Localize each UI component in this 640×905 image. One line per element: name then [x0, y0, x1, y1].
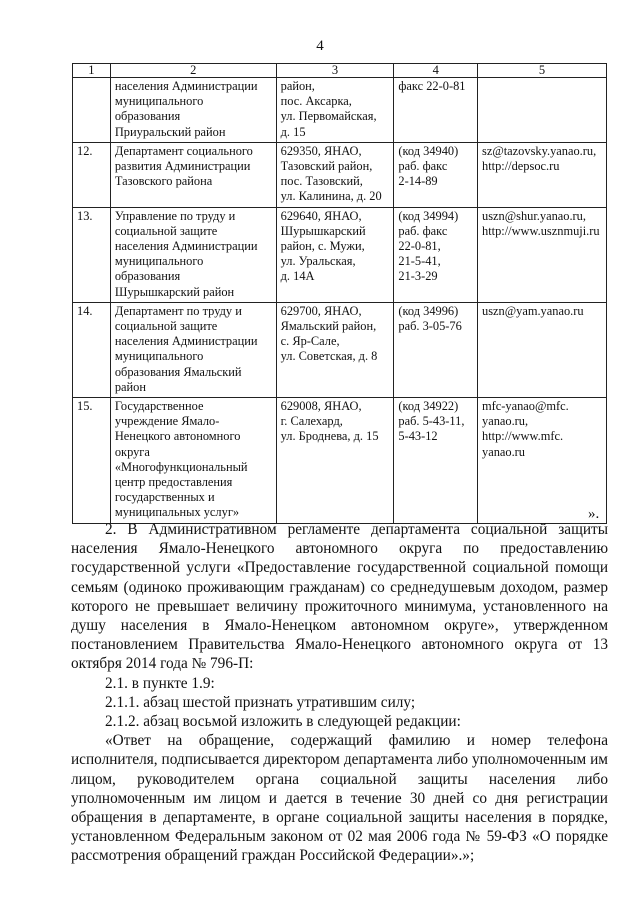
paragraph: 2.1.2. абзац восьмой изложить в следующей редакции:: [105, 713, 461, 731]
organization-name: Управление по труду и социальной защите населения Администрации муниципального образования Шурышкарский район: [110, 207, 276, 302]
organization-name: Департамент социального развития Администрации Тазовского района: [110, 142, 276, 207]
organization-name: населения Администрации муниципального образования Приуральский район: [110, 78, 276, 143]
table-row: [73, 398, 607, 524]
organizations-table: [72, 63, 607, 524]
organization-phone: (код 34996) раб. 3-05-76: [394, 302, 478, 397]
row-number: 15.: [73, 398, 111, 524]
paragraph: 2. В Административном регламенте департамента социальной защиты населения Ямало-Ненецкого автономного округа по предоставлению государственной услуги «Предоставление государственной социальной помощи семьям (одиноко проживающим гражданам) со среднедушевым доходом, размер которого не превышает величину прожиточного минимума, установленного на душу населения в Ямало-Ненецком автономном округе», утвержденном постановлением Правительства Ямало-Ненецкого автономного округа от 13 октября 2014 года № 796-П:: [71, 521, 608, 673]
row-number: 12.: [73, 142, 111, 207]
organization-address: 629700, ЯНАО, Ямальский район, с. Яр-Сале, ул. Советская, д. 8: [276, 302, 394, 397]
column-header: 4: [394, 64, 478, 78]
organization-phone: (код 34994) раб. факс 22-0-81, 21-5-41, 21-3-29: [394, 207, 478, 302]
paragraph: «Ответ на обращение, содержащий фамилию и номер телефона исполнителя, подписывается директором департамента либо уполномоченным им лицом, руководителем органа социальной защиты населения либо уполномоченным им лицом и дается в течение 30 дней со дня регистрации обращения в департаменте, в органе социальной защиты населения в порядке, установленном Федеральным законом от 02 мая 2006 года № 59-ФЗ «О порядке рассмотрения обращений граждан Российской Федерации».»;: [71, 732, 608, 865]
organization-contacts: sz@tazovsky.yanao.ru, http://depsoc.ru: [478, 142, 607, 207]
organization-contacts: [478, 78, 607, 143]
column-header: 5: [478, 64, 607, 78]
paragraph: 2.1. в пункте 1.9:: [105, 674, 215, 692]
organization-phone: (код 34940) раб. факс 2-14-89: [394, 142, 478, 207]
row-number: [73, 78, 111, 143]
table-header-row: [73, 64, 607, 78]
amendment-text: [71, 520, 608, 866]
table-row: [73, 207, 607, 302]
quote-end-mark: ».: [588, 506, 600, 522]
row-number: 14.: [73, 302, 111, 397]
table-row: [73, 142, 607, 207]
organization-name: Государственное учреждение Ямало- Ненецкого автономного округа «Многофункциональный центр предоставления государственных и муниципальных услуг»: [110, 398, 276, 524]
organization-contacts: mfc-yanao@mfc. yanao.ru, http://www.mfc. yanao.ru: [478, 398, 607, 524]
organization-contacts: uszn@shur.yanao.ru, http://www.usznmuji.ru: [478, 207, 607, 302]
column-header: 1: [73, 64, 111, 78]
organization-address: 629640, ЯНАО, Шурышкарский район, с. Мужи, ул. Уральская, д. 14А: [276, 207, 394, 302]
page-number: 4: [316, 38, 324, 54]
organization-name: Департамент по труду и социальной защите населения Администрации муниципального образования Ямальский район: [110, 302, 276, 397]
organization-phone: (код 34922) раб. 5-43-11, 5-43-12: [394, 398, 478, 524]
paragraph: 2.1.1. абзац шестой признать утратившим силу;: [105, 693, 416, 711]
organization-address: район, пос. Аксарка, ул. Первомайская, д. 15: [276, 78, 394, 143]
column-header: 3: [276, 64, 394, 78]
column-header: 2: [110, 64, 276, 78]
table-row: [73, 78, 607, 143]
row-number: 13.: [73, 207, 111, 302]
organization-phone: факс 22-0-81: [394, 78, 478, 143]
organization-address: 629008, ЯНАО, г. Салехард, ул. Броднева, д. 15: [276, 398, 394, 524]
organization-contacts: uszn@yam.yanao.ru: [478, 302, 607, 397]
table-row: [73, 302, 607, 397]
organization-address: 629350, ЯНАО, Тазовский район, пос. Тазовский, ул. Калинина, д. 20: [276, 142, 394, 207]
